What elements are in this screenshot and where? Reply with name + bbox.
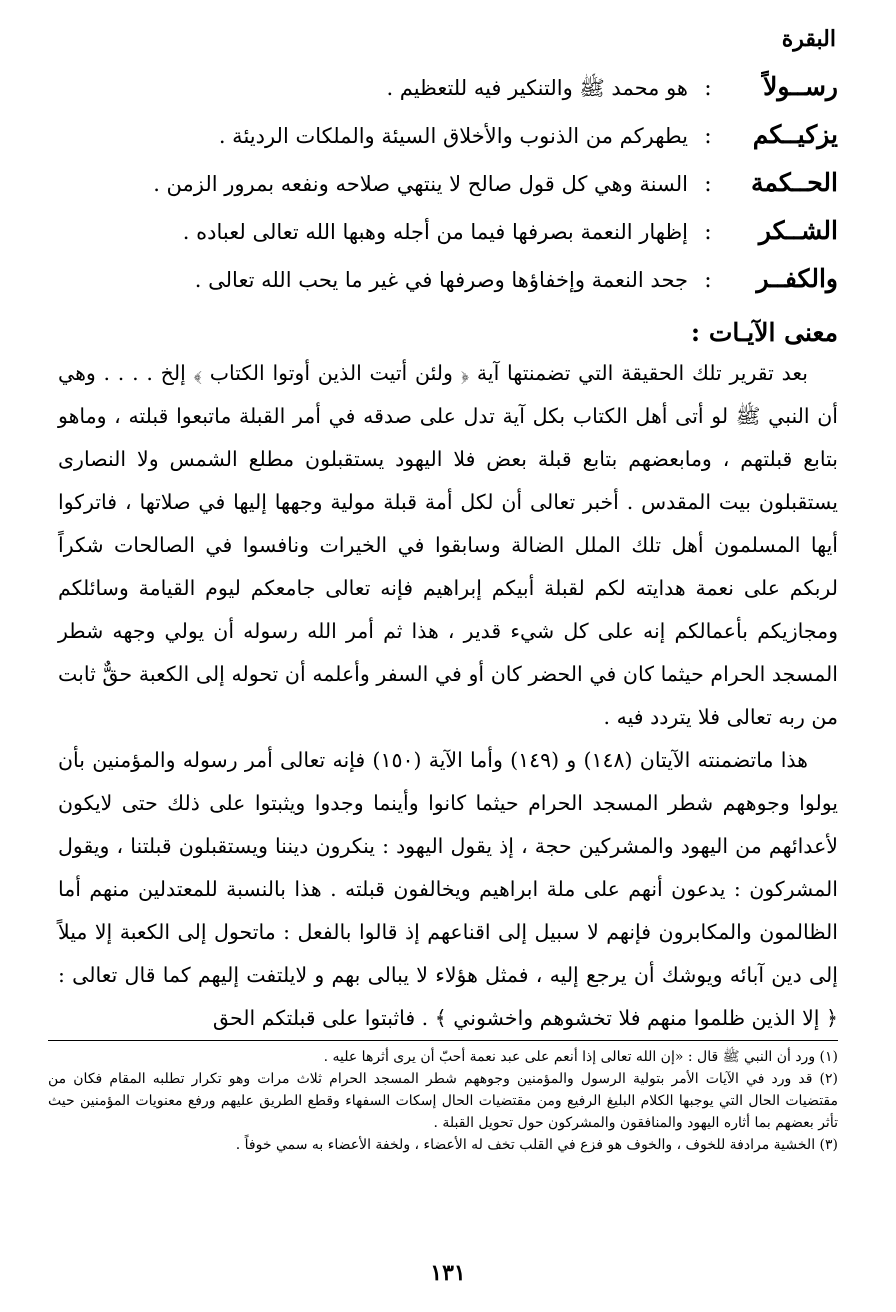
glossary-colon: : [704,124,712,149]
footnote: (١) ورد أن النبي ﷺ قال : «إن الله تعالى إذا أنعم على عبد نعمة أحبّ أن يرى أثرها عليه . [323,1049,838,1065]
glossary-colon: : [704,172,712,197]
glossary-term: الشــكر [758,216,838,245]
glossary-row [38,120,838,168]
glossary-colon: : [704,220,712,245]
footnotes [48,1046,838,1156]
glossary-term: يزكيــكم [752,120,838,149]
footnote: (٣) الخشية مرادفة للخوف ، والخوف هو فزع في القلب تخف له الأعضاء ، ولخفة الأعضاء به سمي خوفاً . [235,1137,838,1153]
glossary-definition: جحد النعمة وإخفاؤها وصرفها في غير ما يحب الله تعالى . [194,268,688,292]
glossary-row [38,216,838,264]
glossary [38,72,838,312]
glossary-term: رســولاً [763,72,838,101]
paragraph: بعد تقرير تلك الحقيقة التي تضمنتها آية ﴿ ولئن أتيت الذين أوتوا الكتاب ﴾ إلخ . . . . وهي أن النبي ﷺ لو أتى أهل الكتاب بكل آية تدل على صدقه في أمر القبلة ماتبعوا قبلته ، وماهو بتابع قبلتهم ، ومابعضهم بتابع قبلة بعض فلا اليهود يستقبلون مطلع الشمس ولا النصارى يستقبلون بيت المقدس . أخبر تعالى أن لكل أمة قبلة مولية وجهها إليها في صلاتها ، فاتركوا أيها المسلمون أهل تلك الملل الضالة وسابقوا في الخيرات ونافسوا في الصالحات شكراً لربكم على نعمة هدايته لكم لقبلة أبيكم إبراهيم فإنه تعالى جامعكم ليوم القيامة وسائلكم ومجازيكم بأعمالكم إنه على كل شيء قدير ، هذا ثم أمر الله رسوله أن يولي وجهه شطر المسجد الحرام حيثما كان في الحضر كان أو في السفر وأعلمه أن تحوله إلى الكعبة حقٌّ ثابت من ربه تعالى فلا يتردد فيه . [58,361,838,729]
glossary-definition: يطهركم من الذنوب والأخلاق السيئة والملكات الرديئة . [218,124,688,148]
glossary-row [38,168,838,216]
footnote-divider [48,1040,838,1041]
glossary-definition: إظهار النعمة بصرفها فيما من أجله وهبها الله تعالى لعباده . [182,220,688,244]
running-title: البقرة [781,26,836,52]
glossary-term: والكفــر [756,264,838,293]
body-text [58,352,838,1040]
glossary-row [38,264,838,312]
glossary-colon: : [704,76,712,101]
glossary-term: الحــكمة [750,168,838,197]
footnote: (٢) قد ورد في الآيات الأمر بتولية الرسول والمؤمنين وجوههم شطر المسجد الحرام ثلاث مرات وهو تكرار تطلبه المقام فكان من مقتضيات الحال التي يوجبها الكلام البليغ الرفيع ومن مقتضيات الحال إسكات السفهاء وقطع الطريق عليهم ورفع معنويات المؤمنين حيث تأثر بعضهم بما أثاره اليهود والمنافقون والمشركون حول تحويل القبلة . [48,1071,838,1131]
section-heading: معنى الآيـات : [690,318,838,347]
glossary-colon: : [704,268,712,293]
page-number: ١٣١ [430,1260,466,1286]
glossary-definition: السنة وهي كل قول صالح لا ينتهي صلاحه ونفعه بمرور الزمن . [153,172,688,196]
glossary-row [38,72,838,120]
glossary-definition: هو محمد ﷺ والتنكير فيه للتعظيم . [386,76,688,100]
paragraph: هذا ماتضمنته الآيتان (١٤٨) و (١٤٩) وأما الآية (١٥٠) فإنه تعالى أمر رسوله والمؤمنين بأن يولوا وجوههم شطر المسجد الحرام حيثما كانوا وأينما وجدوا ويثبتوا على ذلك حتى لايكون لأعدائهم من اليهود والمشركين حجة ، إذ يقول اليهود : ينكرون ديننا ويستقبلون قبلتنا ، ويقول المشركون : يدعون أنهم على ملة ابراهيم ويخالفون قبلته . هذا بالنسبة للمعتدلين منهم أما الظالمون والمكابرون فإنهم لا سبيل إلى اقناعهم إذ قالوا بالفعل : ماتحول إلى الكعبة إلا ميلاً إلى دين آبائه ويوشك أن يرجع إليه ، فمثل هؤلاء لا يبالى بهم و لايلتفت إليهم كما قال تعالى : ﴿ إلا الذين ظلموا منهم فلا تخشوهم واخشوني ﴾ . فاثبتوا على قبلتكم الحق [58,748,838,1030]
